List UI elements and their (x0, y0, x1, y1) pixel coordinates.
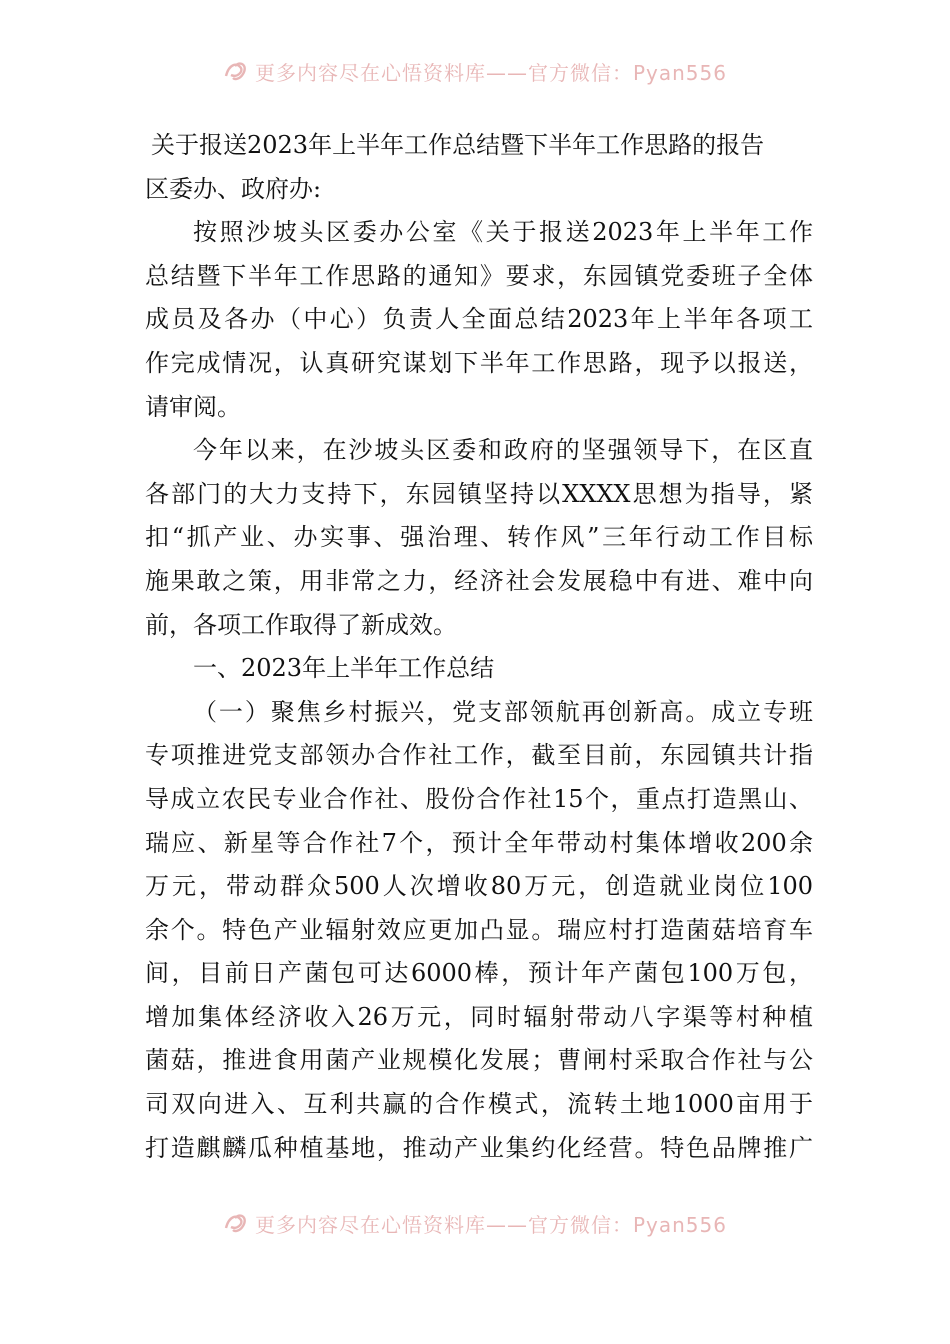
paragraph-line: 作完成情况，认真研究谋划下半年工作思路，现予以报送， (145, 348, 813, 377)
paragraph-line: 余个。特色产业辐射效应更加凸显。瑞应村打造菌菇培育车 (145, 915, 813, 944)
paragraph-line: 菌菇，推进食用菌产业规模化发展；曹闸村采取合作社与公 (145, 1046, 813, 1075)
paragraph-line: 导成立农民专业合作社、股份合作社15个，重点打造黑山、 (145, 784, 813, 813)
paragraph-line: 总结暨下半年工作思路的通知》要求，东园镇党委班子全体 (145, 261, 813, 290)
watermark-top (0, 54, 950, 88)
paragraph-line: 专项推进党支部领办合作社工作，截至目前，东园镇共计指 (145, 741, 813, 770)
paragraph-line: 万元，带动群众500人次增收80万元，创造就业岗位100 (145, 872, 813, 901)
paragraph-line: 前，各项工作取得了新成效。 (145, 610, 457, 639)
watermark-bottom (0, 1206, 950, 1240)
paragraph-line: （一）聚焦乡村振兴，党支部领航再创新高。成立专班 (193, 697, 813, 726)
salutation: 区委办、政府办: (145, 174, 322, 203)
paragraph-line: 增加集体经济收入26万元，同时辐射带动八字渠等村种植 (145, 1002, 813, 1031)
paragraph-line: 瑞应、新星等合作社7个，预计全年带动村集体增收200余 (145, 828, 813, 857)
paragraph-line: 各部门的大力支持下，东园镇坚持以XXXX思想为指导，紧 (145, 479, 813, 508)
watermark-text: 更多内容尽在心悟资料库——官方微信：Pyan556 (254, 60, 727, 85)
report-title: 关于报送2023年上半年工作总结暨下半年工作思路的报告 (151, 131, 765, 159)
watermark-logo-icon (223, 1212, 249, 1234)
paragraph-line: 间，目前日产菌包可达6000棒，预计年产菌包100万包， (145, 959, 813, 988)
paragraph-line: 施果敢之策，用非常之力，经济社会发展稳中有进、难中向 (145, 566, 813, 595)
paragraph-line: 扣“抓产业、办实事、强治理、转作风”三年行动工作目标 (145, 523, 813, 552)
paragraph-line: 请审阅。 (145, 392, 241, 421)
watermark-text: 更多内容尽在心悟资料库——官方微信：Pyan556 (254, 1212, 727, 1237)
paragraph-line: 成员及各办（中心）负责人全面总结2023年上半年各项工 (145, 305, 813, 334)
watermark-logo-icon (223, 60, 249, 82)
paragraph-line: 今年以来，在沙坡头区委和政府的坚强领导下，在区直 (193, 436, 813, 465)
paragraph-line: 按照沙坡头区委办公室《关于报送2023年上半年工作 (193, 218, 813, 247)
paragraph-line: 打造麒麟瓜种植基地，推动产业集约化经营。特色品牌推广 (145, 1133, 813, 1162)
document-body (145, 124, 813, 1170)
paragraph-line: 司双向进入、互利共赢的合作模式，流转土地1000亩用于 (145, 1090, 813, 1119)
section-heading: 一、2023年上半年工作总结 (193, 654, 495, 683)
